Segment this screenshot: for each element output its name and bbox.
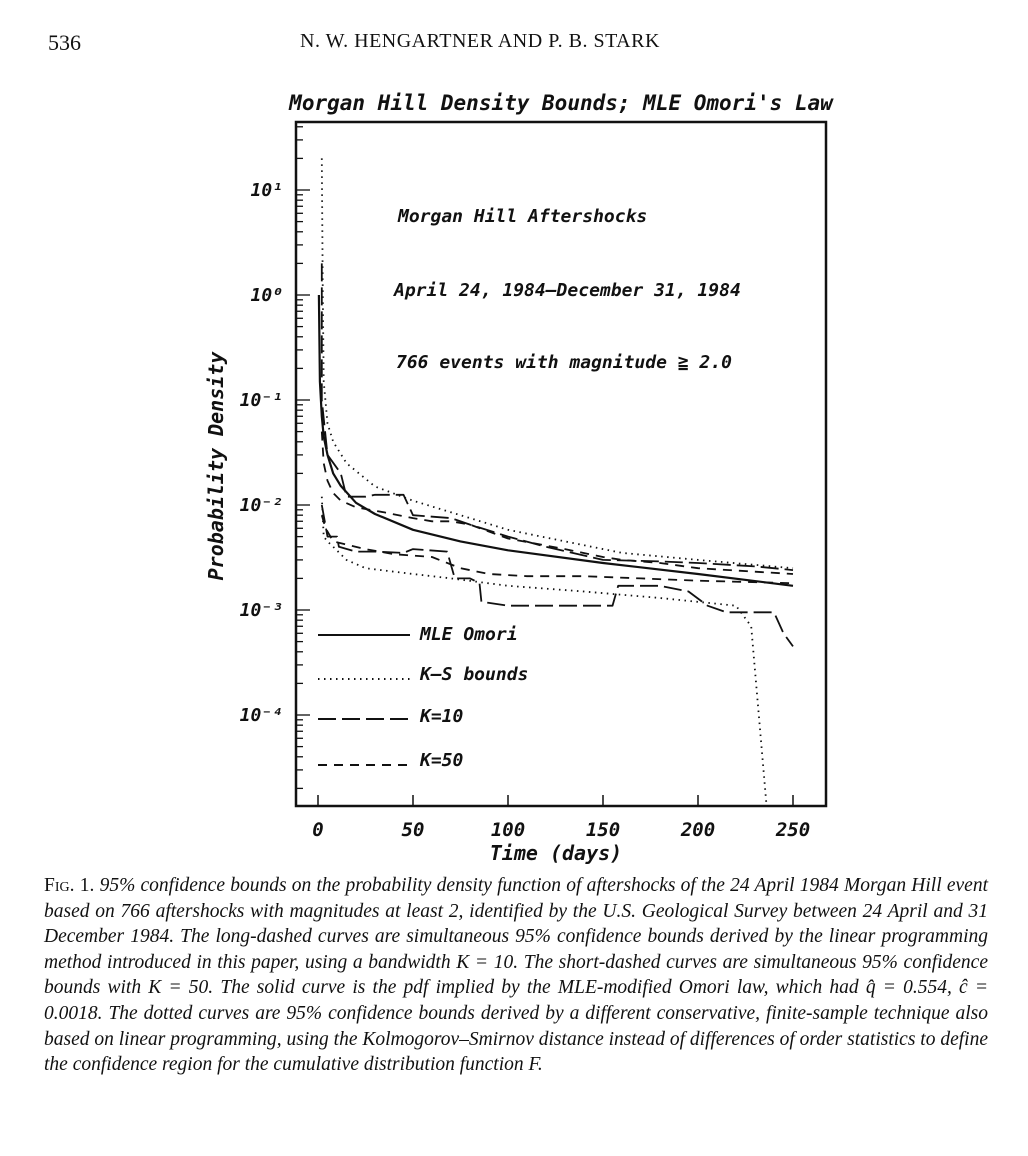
x-tick-label: 100 [490, 819, 526, 841]
figure-caption [44, 873, 988, 1078]
chart-title: Morgan Hill Density Bounds; MLE Omori's Law [289, 91, 833, 115]
series-line-dotted-2 [322, 497, 767, 804]
annotation-events: 766 events with magnitude ≧ 2.0 [396, 352, 732, 373]
legend [318, 624, 528, 771]
running-head: N. W. HENGARTNER AND P. B. STARK [300, 30, 660, 52]
caption-label: Fig. 1. [44, 875, 95, 896]
caption-text: 95% confidence bounds on the probability density function of aftershocks of the 24 April 1984 Morgan Hill event based on 766 aftershocks with magnitudes at least 2, identified by the U.S. Geological Survey between 24 April and 31 December 1984. The long-dashed curves are simultaneous 95% confidence bounds derived by the linear programming method introduced in this paper, using a bandwidth K = 10. The short-dashed curves are simultaneous 95% confidence bounds with K = 50. The solid curve is the pdf implied by the MLE-modified Omori law, which had q̂ = 0.554, ĉ = 0.0018. The dotted curves are 95% confidence bounds derived by a different conservative, finite-sample technique also based on linear programming, using the Kolmogorov–Smirnov distance instead of differences of order statistics to define the confidence region for the cumulative distribution function F. [44, 875, 988, 1076]
annotation-dates: April 24, 1984–December 31, 1984 [394, 280, 741, 301]
y-axis-tick-labels [240, 180, 283, 726]
series-line-long-dash-3 [322, 263, 793, 570]
y-tick-label: 10⁰ [250, 285, 283, 306]
annotation-title: Morgan Hill Aftershocks [398, 206, 648, 227]
y-tick-label: 10¹ [250, 180, 283, 201]
x-tick-label: 250 [775, 819, 811, 841]
series-line-solid-0 [319, 295, 793, 586]
y-axis-label: Probability Density [204, 351, 228, 581]
x-tick-label: 150 [585, 819, 621, 841]
x-axis-ticks [312, 795, 810, 841]
x-tick-label: 50 [401, 819, 425, 841]
y-tick-label: 10⁻⁴ [239, 705, 283, 726]
legend-label-mle-omori: MLE Omori [420, 624, 518, 645]
y-tick-label: 10⁻¹ [239, 390, 283, 411]
x-tick-label: 200 [680, 819, 716, 841]
legend-label-k10: K=10 [420, 706, 464, 727]
x-axis-label: Time (days) [489, 841, 623, 865]
page-number: 536 [48, 30, 81, 55]
y-axis-minor-ticks [296, 127, 310, 789]
x-tick-label: 0 [312, 819, 324, 841]
legend-label-ks-bounds: K–S bounds [420, 664, 529, 685]
y-tick-label: 10⁻² [239, 495, 283, 516]
legend-label-k50: K=50 [420, 750, 464, 771]
series-layer [319, 158, 793, 804]
y-tick-label: 10⁻³ [239, 600, 283, 621]
